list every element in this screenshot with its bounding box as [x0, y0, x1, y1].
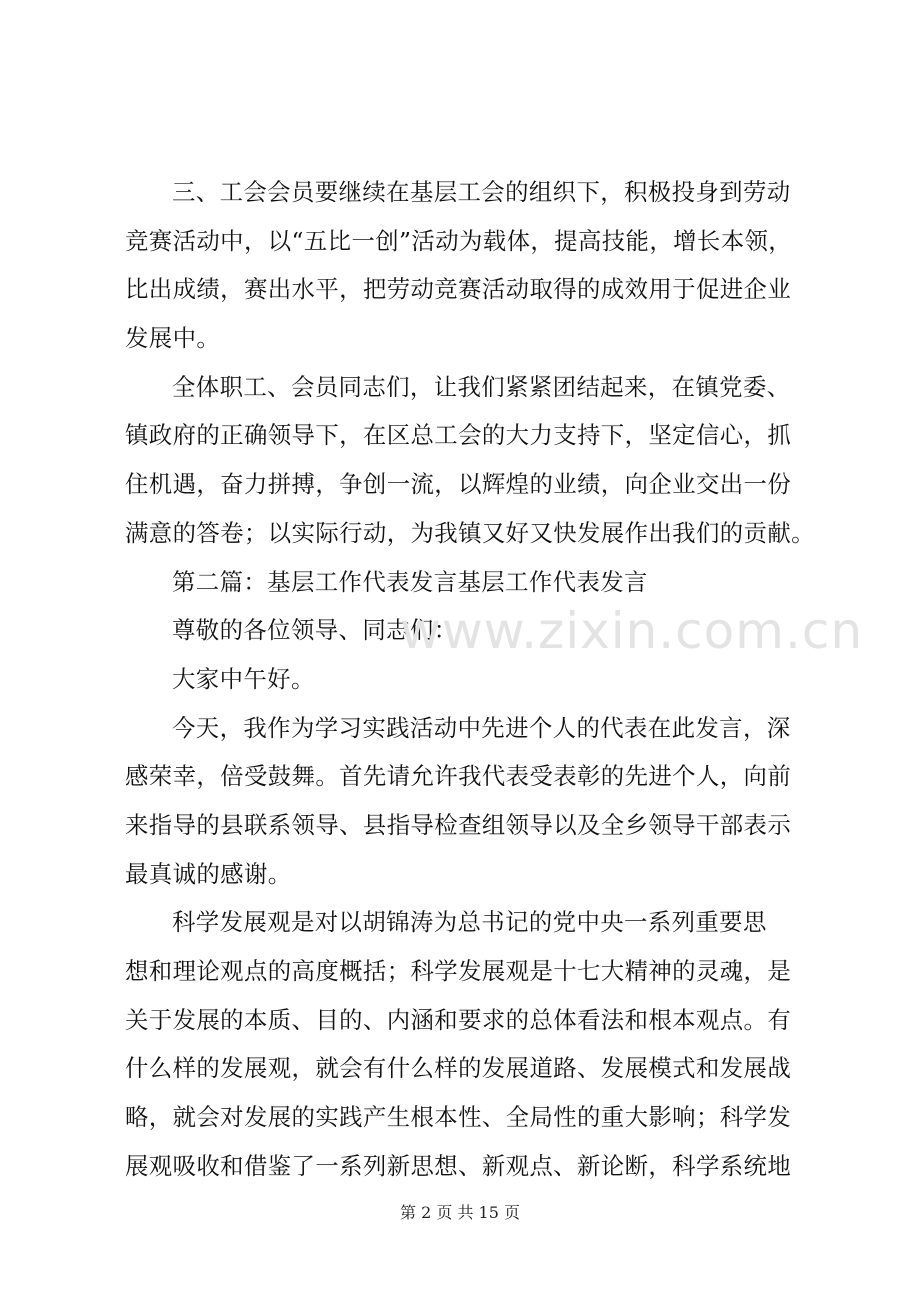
text-line: 想和理论观点的高度概括；科学发展观是十七大精神的灵魂，是: [125, 957, 792, 985]
text-line: 住机遇，奋力拼搏，争创一流，以辉煌的业绩，向企业交出一份: [125, 470, 792, 499]
text-line: 最真诚的感谢。: [125, 859, 292, 888]
text-line: 三、工会会员要继续在基层工会的组织下，积极投身到劳动: [172, 178, 791, 206]
text-line: 关于发展的本质、目的、内涵和要求的总体看法和根本观点。有: [125, 1005, 792, 1034]
text-line: 竞赛活动中，以“五比一创”活动为载体，提高技能，增长本领，: [125, 226, 793, 255]
text-line: 全体职工、会员同志们，让我们紧紧团结起来，在镇党委、: [172, 372, 791, 401]
text-line: 满意的答卷；以实际行动，为我镇又好又快发展作出我们的贡献。: [125, 518, 815, 547]
text-line: 科学发展观是对以胡锦涛为总书记的党中央一系列重要思: [172, 908, 767, 937]
text-line: 略，就会对发展的实践产生根本性、全局性的重大影响；科学发: [125, 1103, 792, 1132]
text-line: 比出成绩，赛出水平，把劳动竞赛活动取得的成效用于促进企业: [125, 275, 792, 304]
text-line: 大家中午好。: [172, 664, 315, 693]
text-line: 感荣幸，倍受鼓舞。首先请允许我代表受表彰的先进个人，向前: [125, 762, 792, 791]
text-line: 尊敬的各位领导、同志们：: [172, 616, 458, 645]
text-line: 今天，我作为学习实践活动中先进个人的代表在此发言，深: [172, 713, 791, 742]
text-line: 发展中。: [125, 324, 221, 353]
text-line: 第二篇：基层工作代表发言基层工作代表发言: [172, 567, 648, 596]
document-body: [125, 168, 815, 1190]
text-line: 来指导的县联系领导、县指导检查组领导以及全乡领导干部表示: [125, 810, 792, 839]
text-line: 什么样的发展观，就会有什么样的发展道路、发展模式和发展战: [125, 1054, 792, 1083]
text-line: 展观吸收和借鉴了一系列新思想、新观点、新论断，科学系统地: [125, 1151, 792, 1180]
text-line: 镇政府的正确领导下，在区总工会的大力支持下，坚定信心，抓: [125, 421, 792, 450]
watermark: www.zixin.com.cn: [400, 602, 864, 660]
page-footer: 第 2 页 共 15 页: [400, 1203, 520, 1222]
